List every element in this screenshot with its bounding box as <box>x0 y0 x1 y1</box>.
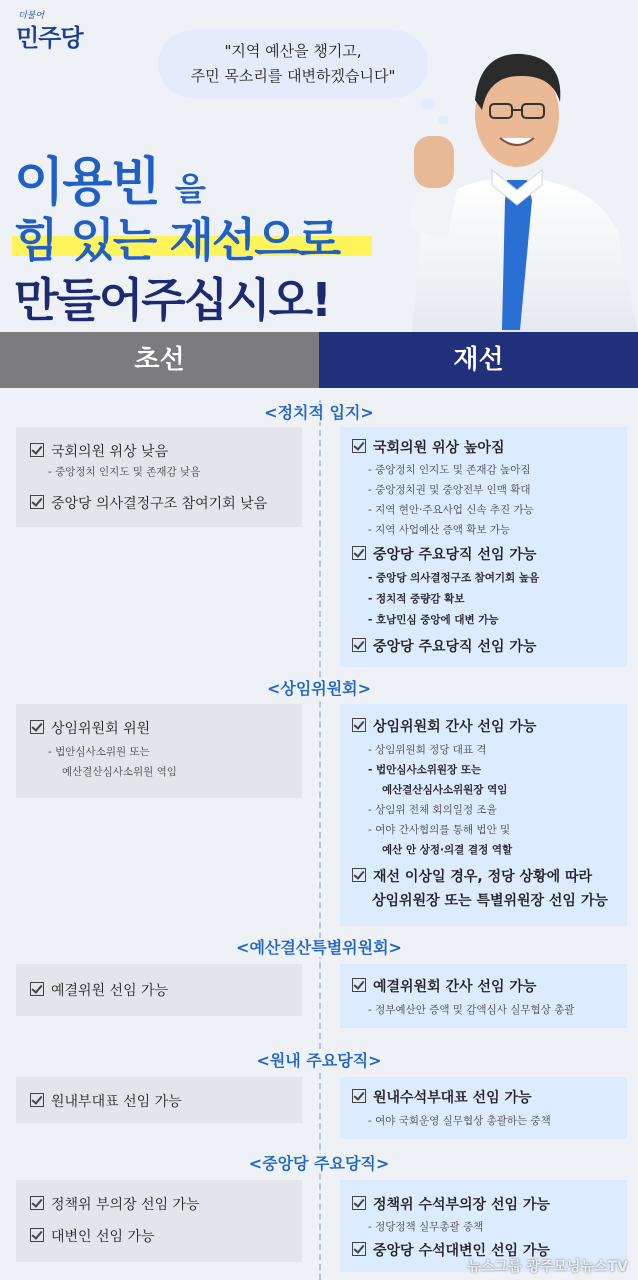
candidate-name: 이용빈 <box>14 153 159 213</box>
second-term-box <box>340 704 627 926</box>
list-item: 중앙당 주요당직 선임 가능 <box>352 636 536 656</box>
checkbox-icon <box>30 1228 44 1242</box>
quote-line-1: "지역 예산을 챙기고, <box>224 42 362 60</box>
quote-line-2: 주민 목소리를 대변하겠습니다" <box>190 67 396 85</box>
checkbox-icon <box>30 1196 44 1210</box>
sub-item: 예산 안 상정·의결 결정 역할 <box>382 844 513 856</box>
headline-line-2: 힘 있는 재선으로 <box>14 213 340 267</box>
list-item: 상임위원회 간사 선임 가능 <box>352 716 536 736</box>
section-title: <중앙당 주요당직> <box>0 1151 638 1174</box>
checkbox-icon <box>30 443 44 457</box>
sub-item: 예산결산심사소위원 역임 <box>62 766 177 778</box>
checkbox-icon <box>352 1089 366 1103</box>
list-item: 정책위 수석부의장 선임 가능 <box>352 1194 550 1214</box>
list-item: 원내수석부대표 선임 가능 <box>352 1087 532 1107</box>
checkbox-icon <box>30 720 44 734</box>
party-logo: 민주당 <box>16 24 83 52</box>
sub-item: - 정치적 중량감 확보 <box>368 593 465 605</box>
checkbox-icon <box>352 1242 366 1256</box>
first-term-box <box>16 704 302 798</box>
list-item: 중앙당 수석대변인 선임 가능 <box>352 1240 550 1260</box>
checkbox-icon <box>352 868 366 882</box>
checkbox-icon <box>352 978 366 992</box>
list-item: 국회의원 위상 높아짐 <box>352 437 504 457</box>
list-item: 재선 이상일 경우, 정당 상황에 따라 <box>352 866 592 886</box>
sub-item: - 법안심사소위원장 또는 <box>368 764 482 776</box>
sub-item: - 지역 현안·주요사업 신속 추진 가능 <box>368 504 534 516</box>
section-title: <상임위원회> <box>0 676 638 699</box>
second-term-box <box>340 964 627 1028</box>
checkbox-icon <box>30 1093 44 1107</box>
column-header-first-term: 초선 <box>0 332 319 388</box>
checkbox-icon <box>352 439 366 453</box>
sub-item: - 상임위 전체 회의일정 조율 <box>368 804 497 816</box>
quote-bubble <box>158 30 428 98</box>
list-item: 대변인 선임 가능 <box>30 1226 155 1246</box>
sub-item: - 지역 사업예산 증액 확보 가능 <box>368 524 511 536</box>
first-term-box <box>16 427 302 527</box>
sub-item: - 여야 간사협의를 통해 법안 및 <box>368 824 511 836</box>
watermark: 뉴스그룹 광주모닝뉴스TV <box>467 1259 628 1275</box>
first-term-box <box>16 1180 302 1262</box>
list-item: 예결위원회 간사 선임 가능 <box>352 976 536 996</box>
list-item: 예결위원 선임 가능 <box>30 980 168 1000</box>
checkbox-icon <box>352 638 366 652</box>
section-title: <원내 주요당직> <box>0 1048 638 1071</box>
checkbox-icon <box>30 495 44 509</box>
section-title: <정치적 입지> <box>0 400 638 423</box>
list-item: 중앙당 주요당직 선임 가능 <box>352 544 536 564</box>
sub-item: - 중앙정치권 및 중앙전부 인맥 확대 <box>368 484 531 496</box>
list-item: 원내부대표 선임 가능 <box>30 1091 182 1111</box>
column-header-second-term: 재선 <box>319 332 638 388</box>
section-title: <예산결산특별위원회> <box>0 935 638 958</box>
headline-line-3: 만들어주십시오! <box>14 273 331 327</box>
first-term-box <box>16 964 302 1016</box>
sub-item: - 정당정책 실무총괄 중책 <box>368 1221 484 1233</box>
list-item: 상임위원회 위원 <box>30 718 150 738</box>
list-item: 정책위 부의장 선임 가능 <box>30 1194 200 1214</box>
sub-item: - 여야 국회운영 실무협상 총괄하는 중책 <box>368 1115 551 1127</box>
sub-item: - 중앙당 의사결정구조 참여기회 높음 <box>368 572 540 584</box>
checkbox-icon <box>352 1196 366 1210</box>
sub-item: 예산결산심사소위원장 역임 <box>382 784 508 796</box>
second-term-box <box>340 1077 627 1139</box>
sub-item: - 법안심사소위원 또는 <box>48 746 150 758</box>
sub-item: - 중앙정치 인지도 및 존재감 낮음 <box>48 466 201 478</box>
checkbox-icon <box>352 718 366 732</box>
headline-particle: 을 <box>174 170 204 208</box>
second-term-box <box>340 427 627 667</box>
sub-item: - 중앙정치 인지도 및 존재감 높아짐 <box>368 464 531 476</box>
sub-item: - 상임위원회 정당 대표 격 <box>368 744 487 756</box>
first-term-box <box>16 1077 302 1123</box>
list-item-continuation: 상임위원장 또는 특별위원장 선임 가능 <box>372 893 608 909</box>
sub-item: - 호남민심 중앙에 대변 가능 <box>368 614 499 626</box>
party-logo-small: 더불어 <box>18 11 45 21</box>
checkbox-icon <box>30 982 44 996</box>
candidate-photo <box>392 40 638 332</box>
sub-item: - 정부예산안 증액 및 감액심사 실무협상 총괄 <box>368 1004 575 1016</box>
checkbox-icon <box>352 546 366 560</box>
column-divider <box>319 400 321 1280</box>
list-item: 국회의원 위상 낮음 <box>30 441 168 461</box>
list-item: 중앙당 의사결정구조 참여기회 낮음 <box>30 493 267 513</box>
